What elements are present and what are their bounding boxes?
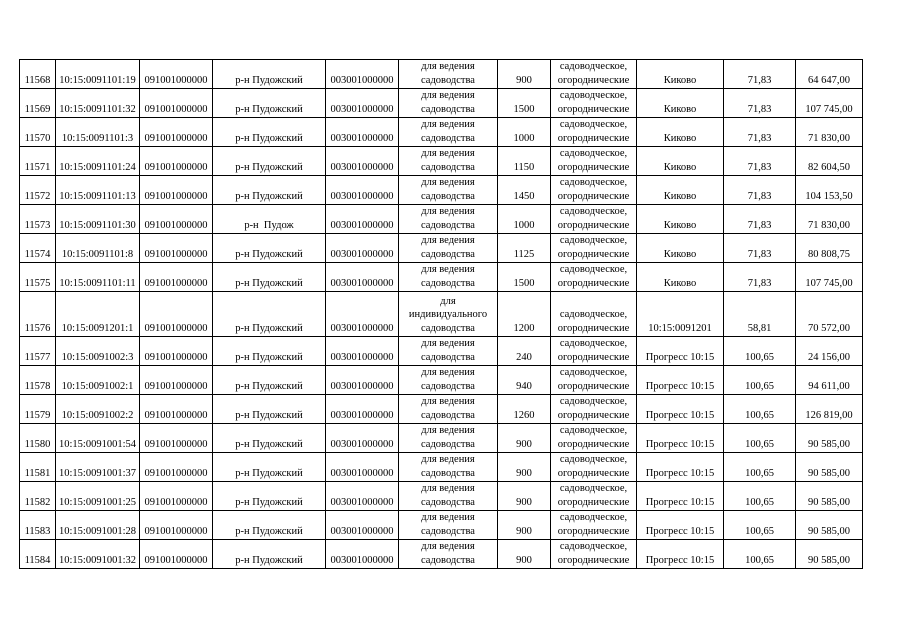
cell-purpose: садоводческое, огороднические	[551, 205, 637, 234]
cell-purpose: садоводческое, огороднические	[551, 118, 637, 147]
cell-cadastral-number: 10:15:0091101:13	[56, 176, 140, 205]
cell-area: 1200	[498, 292, 551, 337]
cell-purpose: садоводческое, огороднические	[551, 176, 637, 205]
cell-rate: 71,83	[724, 234, 796, 263]
cell-area: 1450	[498, 176, 551, 205]
cell-code: 091001000000	[140, 60, 213, 89]
cell-rate: 71,83	[724, 89, 796, 118]
cell-district: р-н Пудожский	[213, 511, 326, 540]
cell-code: 091001000000	[140, 540, 213, 569]
cell-code: 091001000000	[140, 176, 213, 205]
cell-purpose: садоводческое, огороднические	[551, 60, 637, 89]
cell-code: 091001000000	[140, 263, 213, 292]
cell-code-2: 003001000000	[326, 263, 399, 292]
cell-code-2: 003001000000	[326, 453, 399, 482]
table-row	[20, 337, 863, 366]
cell-district: р-н Пудожский	[213, 176, 326, 205]
cell-land-use: для ведения садоводства	[399, 482, 498, 511]
cell-locality: 10:15:0091201	[637, 292, 724, 337]
cell-area: 900	[498, 60, 551, 89]
cell-district: р-н Пудожский	[213, 292, 326, 337]
cell-area: 1000	[498, 205, 551, 234]
cell-value: 24 156,00	[796, 337, 863, 366]
cell-value: 107 745,00	[796, 89, 863, 118]
table-row	[20, 263, 863, 292]
cell-purpose: садоводческое, огороднические	[551, 234, 637, 263]
cell-area: 1150	[498, 147, 551, 176]
cell-district: р-н Пудожский	[213, 424, 326, 453]
cell-cadastral-number: 10:15:0091001:54	[56, 424, 140, 453]
cell-row-number: 11581	[20, 453, 56, 482]
cell-rate: 100,65	[724, 366, 796, 395]
cell-land-use: для ведения садоводства	[399, 366, 498, 395]
cell-cadastral-number: 10:15:0091101:30	[56, 205, 140, 234]
cell-land-use: для ведения садоводства	[399, 511, 498, 540]
cell-row-number: 11580	[20, 424, 56, 453]
land-parcels-table	[19, 59, 863, 569]
cell-row-number: 11569	[20, 89, 56, 118]
table-row	[20, 89, 863, 118]
cell-row-number: 11576	[20, 292, 56, 337]
cell-land-use: для ведения садоводства	[399, 205, 498, 234]
cell-value: 126 819,00	[796, 395, 863, 424]
cell-purpose: садоводческое, огороднические	[551, 424, 637, 453]
cell-rate: 71,83	[724, 176, 796, 205]
cell-row-number: 11572	[20, 176, 56, 205]
cell-code-2: 003001000000	[326, 234, 399, 263]
cell-area: 900	[498, 453, 551, 482]
table-row	[20, 147, 863, 176]
cell-land-use: для ведения садоводства	[399, 263, 498, 292]
cell-cadastral-number: 10:15:0091101:11	[56, 263, 140, 292]
cell-value: 80 808,75	[796, 234, 863, 263]
cell-locality: Прогресс 10:15	[637, 453, 724, 482]
cell-row-number: 11577	[20, 337, 56, 366]
cell-locality: Киково	[637, 234, 724, 263]
cell-district: р-н Пудожский	[213, 89, 326, 118]
cell-locality: Киково	[637, 205, 724, 234]
cell-locality: Киково	[637, 263, 724, 292]
cell-district: р-н Пудожский	[213, 234, 326, 263]
cell-code: 091001000000	[140, 234, 213, 263]
cell-land-use: для ведения садоводства	[399, 60, 498, 89]
cell-cadastral-number: 10:15:0091001:25	[56, 482, 140, 511]
cell-cadastral-number: 10:15:0091001:37	[56, 453, 140, 482]
cell-code-2: 003001000000	[326, 118, 399, 147]
cell-value: 90 585,00	[796, 424, 863, 453]
cell-land-use: для индивидуального садоводства	[399, 292, 498, 337]
cell-code-2: 003001000000	[326, 292, 399, 337]
cell-row-number: 11578	[20, 366, 56, 395]
cell-rate: 58,81	[724, 292, 796, 337]
cell-land-use: для ведения садоводства	[399, 176, 498, 205]
cell-locality: Киково	[637, 147, 724, 176]
cell-rate: 71,83	[724, 60, 796, 89]
cell-code-2: 003001000000	[326, 424, 399, 453]
cell-locality: Прогресс 10:15	[637, 424, 724, 453]
cell-value: 94 611,00	[796, 366, 863, 395]
cell-cadastral-number: 10:15:0091101:3	[56, 118, 140, 147]
cell-value: 71 830,00	[796, 118, 863, 147]
cell-purpose: садоводческое, огороднические	[551, 147, 637, 176]
cell-cadastral-number: 10:15:0091001:28	[56, 511, 140, 540]
cell-rate: 100,65	[724, 337, 796, 366]
cell-value: 90 585,00	[796, 511, 863, 540]
cell-rate: 100,65	[724, 424, 796, 453]
cell-code-2: 003001000000	[326, 89, 399, 118]
cell-row-number: 11579	[20, 395, 56, 424]
cell-area: 940	[498, 366, 551, 395]
cell-code-2: 003001000000	[326, 511, 399, 540]
cell-cadastral-number: 10:15:0091001:32	[56, 540, 140, 569]
cell-code-2: 003001000000	[326, 176, 399, 205]
table-row	[20, 205, 863, 234]
cell-code: 091001000000	[140, 482, 213, 511]
cell-district: р-н Пудожский	[213, 337, 326, 366]
cell-locality: Прогресс 10:15	[637, 482, 724, 511]
cell-cadastral-number: 10:15:0091101:8	[56, 234, 140, 263]
cell-district: р-н Пудожский	[213, 366, 326, 395]
cell-row-number: 11573	[20, 205, 56, 234]
cell-purpose: садоводческое, огороднические	[551, 263, 637, 292]
cell-code-2: 003001000000	[326, 205, 399, 234]
table-row	[20, 482, 863, 511]
cell-district: р-н Пудожский	[213, 453, 326, 482]
table-row	[20, 540, 863, 569]
cell-rate: 71,83	[724, 263, 796, 292]
table-row	[20, 292, 863, 337]
cell-area: 240	[498, 337, 551, 366]
cell-rate: 71,83	[724, 118, 796, 147]
cell-purpose: садоводческое, огороднические	[551, 292, 637, 337]
cell-locality: Киково	[637, 60, 724, 89]
table-row	[20, 395, 863, 424]
cell-purpose: садоводческое, огороднические	[551, 395, 637, 424]
cell-row-number: 11582	[20, 482, 56, 511]
cell-land-use: для ведения садоводства	[399, 395, 498, 424]
cell-code: 091001000000	[140, 453, 213, 482]
cell-cadastral-number: 10:15:0091101:32	[56, 89, 140, 118]
cell-rate: 71,83	[724, 147, 796, 176]
cell-district: р-н Пудожский	[213, 60, 326, 89]
cell-code-2: 003001000000	[326, 482, 399, 511]
table-row	[20, 234, 863, 263]
cell-code: 091001000000	[140, 424, 213, 453]
cell-code: 091001000000	[140, 395, 213, 424]
table-row	[20, 118, 863, 147]
table-row	[20, 60, 863, 89]
cell-row-number: 11575	[20, 263, 56, 292]
cell-code: 091001000000	[140, 118, 213, 147]
cell-value: 90 585,00	[796, 540, 863, 569]
cell-code: 091001000000	[140, 147, 213, 176]
cell-cadastral-number: 10:15:0091201:1	[56, 292, 140, 337]
cell-row-number: 11570	[20, 118, 56, 147]
cell-area: 1500	[498, 89, 551, 118]
cell-land-use: для ведения садоводства	[399, 234, 498, 263]
cell-locality: Прогресс 10:15	[637, 337, 724, 366]
cell-locality: Прогресс 10:15	[637, 511, 724, 540]
cell-value: 82 604,50	[796, 147, 863, 176]
cell-code: 091001000000	[140, 511, 213, 540]
cell-row-number: 11571	[20, 147, 56, 176]
cell-rate: 100,65	[724, 482, 796, 511]
cell-purpose: садоводческое, огороднические	[551, 453, 637, 482]
cell-value: 90 585,00	[796, 482, 863, 511]
cell-district: р-н Пудожский	[213, 147, 326, 176]
cell-locality: Киково	[637, 118, 724, 147]
cell-code: 091001000000	[140, 366, 213, 395]
table-row	[20, 511, 863, 540]
cell-locality: Киково	[637, 89, 724, 118]
cell-purpose: садоводческое, огороднические	[551, 540, 637, 569]
table-row	[20, 366, 863, 395]
cell-code-2: 003001000000	[326, 337, 399, 366]
cell-land-use: для ведения садоводства	[399, 453, 498, 482]
cell-district: р-н Пудожский	[213, 118, 326, 147]
cell-row-number: 11568	[20, 60, 56, 89]
cell-land-use: для ведения садоводства	[399, 147, 498, 176]
cell-row-number: 11584	[20, 540, 56, 569]
cell-district: р-н Пудожский	[213, 540, 326, 569]
table-row	[20, 176, 863, 205]
cell-value: 104 153,50	[796, 176, 863, 205]
cell-district: р-н Пудожский	[213, 263, 326, 292]
cell-area: 1000	[498, 118, 551, 147]
cell-cadastral-number: 10:15:0091101:19	[56, 60, 140, 89]
cell-row-number: 11583	[20, 511, 56, 540]
cell-purpose: садоводческое, огороднические	[551, 482, 637, 511]
cell-rate: 100,65	[724, 395, 796, 424]
cell-district: р-н Пудож	[213, 205, 326, 234]
cell-value: 70 572,00	[796, 292, 863, 337]
cell-rate: 100,65	[724, 540, 796, 569]
table-row	[20, 453, 863, 482]
cell-land-use: для ведения садоводства	[399, 337, 498, 366]
cell-purpose: садоводческое, огороднические	[551, 511, 637, 540]
cell-district: р-н Пудожский	[213, 482, 326, 511]
cell-code: 091001000000	[140, 89, 213, 118]
cell-area: 1125	[498, 234, 551, 263]
cell-cadastral-number: 10:15:0091002:1	[56, 366, 140, 395]
cell-area: 900	[498, 424, 551, 453]
cell-land-use: для ведения садоводства	[399, 89, 498, 118]
cell-locality: Киково	[637, 176, 724, 205]
cell-value: 107 745,00	[796, 263, 863, 292]
cell-land-use: для ведения садоводства	[399, 118, 498, 147]
cell-rate: 100,65	[724, 511, 796, 540]
cell-purpose: садоводческое, огороднические	[551, 337, 637, 366]
table-row	[20, 424, 863, 453]
cell-purpose: садоводческое, огороднические	[551, 89, 637, 118]
cell-value: 71 830,00	[796, 205, 863, 234]
cell-row-number: 11574	[20, 234, 56, 263]
cell-code-2: 003001000000	[326, 540, 399, 569]
cell-locality: Прогресс 10:15	[637, 366, 724, 395]
cell-area: 900	[498, 482, 551, 511]
cell-locality: Прогресс 10:15	[637, 540, 724, 569]
cell-district: р-н Пудожский	[213, 395, 326, 424]
cell-value: 64 647,00	[796, 60, 863, 89]
cell-rate: 71,83	[724, 205, 796, 234]
cell-code-2: 003001000000	[326, 366, 399, 395]
cell-locality: Прогресс 10:15	[637, 395, 724, 424]
cell-area: 900	[498, 540, 551, 569]
cell-code: 091001000000	[140, 292, 213, 337]
cell-land-use: для ведения садоводства	[399, 424, 498, 453]
cell-area: 1500	[498, 263, 551, 292]
cell-value: 90 585,00	[796, 453, 863, 482]
cell-cadastral-number: 10:15:0091101:24	[56, 147, 140, 176]
cell-code-2: 003001000000	[326, 147, 399, 176]
cell-code-2: 003001000000	[326, 60, 399, 89]
cell-code: 091001000000	[140, 205, 213, 234]
cell-code: 091001000000	[140, 337, 213, 366]
cell-land-use: для ведения садоводства	[399, 540, 498, 569]
cell-area: 1260	[498, 395, 551, 424]
cell-area: 900	[498, 511, 551, 540]
cell-rate: 100,65	[724, 453, 796, 482]
cell-purpose: садоводческое, огороднические	[551, 366, 637, 395]
cell-cadastral-number: 10:15:0091002:3	[56, 337, 140, 366]
cell-cadastral-number: 10:15:0091002:2	[56, 395, 140, 424]
cell-code-2: 003001000000	[326, 395, 399, 424]
